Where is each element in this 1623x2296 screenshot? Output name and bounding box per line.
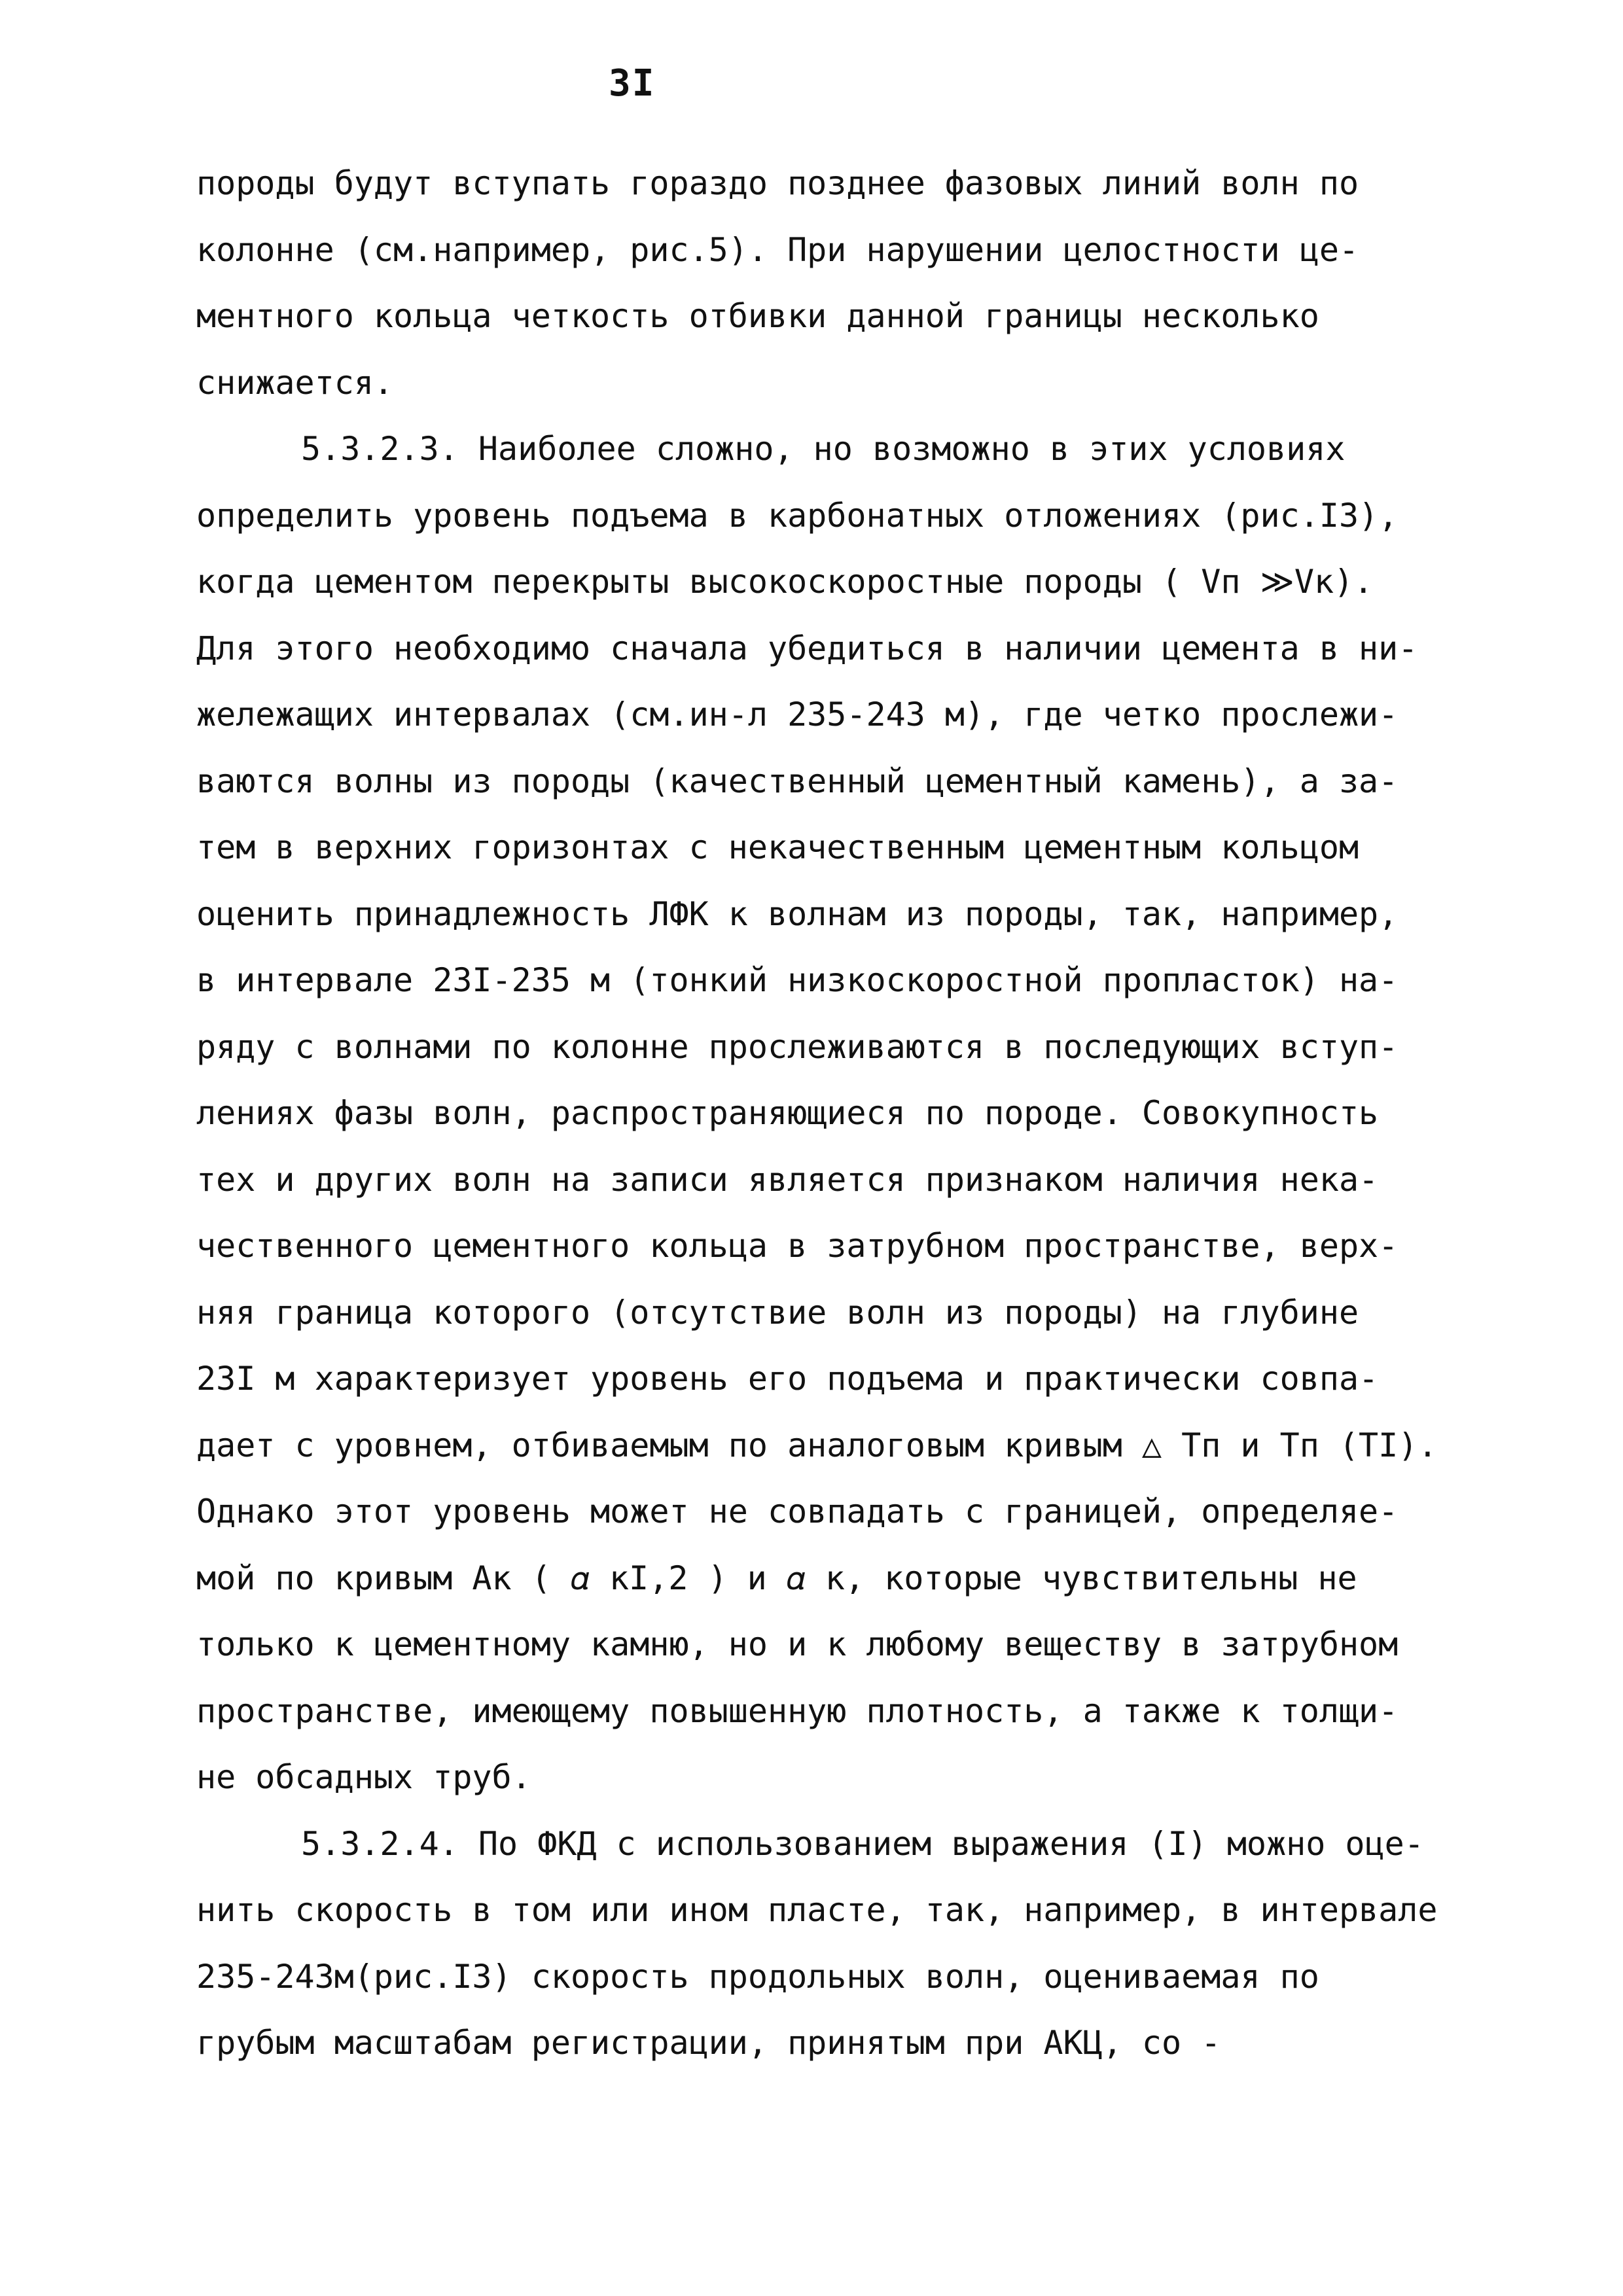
text-line: няя граница которого (отсутствие волн из породы) на глубине bbox=[196, 1293, 1359, 1332]
paragraph-start-line: 5.3.2.3. Наиболее сложно, но возможно в этих условиях bbox=[301, 430, 1346, 468]
body-text bbox=[196, 150, 1479, 2077]
text-line: пространстве, имеющему повышенную плотность, а также к толщи- bbox=[196, 1691, 1399, 1730]
page-number: 3I bbox=[609, 62, 656, 105]
text-line: 23I м характеризует уровень его подъема и практически совпа- bbox=[196, 1360, 1379, 1398]
text-line: тем в верхних горизонтах с некачественным цементным кольцом bbox=[196, 828, 1359, 866]
text-line: когда цементом перекрыты высокоскоростные породы ( Vп ≫Vк). bbox=[196, 563, 1374, 601]
text-line: лениях фазы волн, распространяющиеся по породе. Совокупность bbox=[196, 1094, 1379, 1132]
text-line: оценить принадлежность ЛФК к волнам из породы, так, например, bbox=[196, 894, 1399, 933]
text-line: не обсадных труб. bbox=[196, 1758, 531, 1796]
text-line: определить уровень подъема в карбонатных отложениях (рис.I3), bbox=[196, 496, 1399, 535]
text-line: породы будут вступать гораздо позднее фазовых линий волн по bbox=[196, 164, 1359, 202]
text-line: Для этого необходимо сначала убедиться в наличии цемента в ни- bbox=[196, 629, 1418, 667]
text-line: 235-243м(рис.I3) скорость продольных волн, оцениваемая по bbox=[196, 1957, 1319, 1996]
text-line: грубым масштабам регистрации, принятым при АКЦ, со - bbox=[196, 2024, 1221, 2062]
text-line: только к цементному камню, но и к любому веществу в затрубном bbox=[196, 1625, 1399, 1663]
text-line: нить скорость в том или ином пласте, так, например, в интервале bbox=[196, 1891, 1438, 1929]
text-line: тех и других волн на записи является признаком наличия нека- bbox=[196, 1160, 1379, 1199]
text-line: колонне (см.например, рис.5). При нарушении целостности це- bbox=[196, 230, 1359, 269]
paragraph-start-line: 5.3.2.4. По ФКД с использованием выражения (I) можно оце- bbox=[301, 1824, 1424, 1863]
text-line: Однако этот уровень может не совпадать с границей, определяе- bbox=[196, 1492, 1399, 1530]
text-line: ряду с волнами по колонне прослеживаются в последующих вступ- bbox=[196, 1027, 1399, 1066]
text-line: жележащих интервалах (см.ин-л 235-243 м), где четко прослежи- bbox=[196, 696, 1399, 733]
text-line: в интервале 23I-235 м (тонкий низкоскоростной пропласток) на- bbox=[196, 961, 1399, 999]
text-line: дает с уровнем, отбиваемым по аналоговым кривым △ Тп и Тп (TI). bbox=[196, 1426, 1438, 1464]
text-line: ваются волны из породы (качественный цементный камень), а за- bbox=[196, 762, 1399, 800]
text-line: мой по кривым Ак ( 𝛼 кI,2 ) и 𝛼 к, которые чувствительны не bbox=[196, 1559, 1357, 1597]
text-line: снижается. bbox=[196, 363, 394, 402]
text-line: чественного цементного кольца в затрубном пространстве, верх- bbox=[196, 1227, 1399, 1265]
text-line: ментного кольца четкость отбивки данной границы несколько bbox=[196, 297, 1319, 335]
